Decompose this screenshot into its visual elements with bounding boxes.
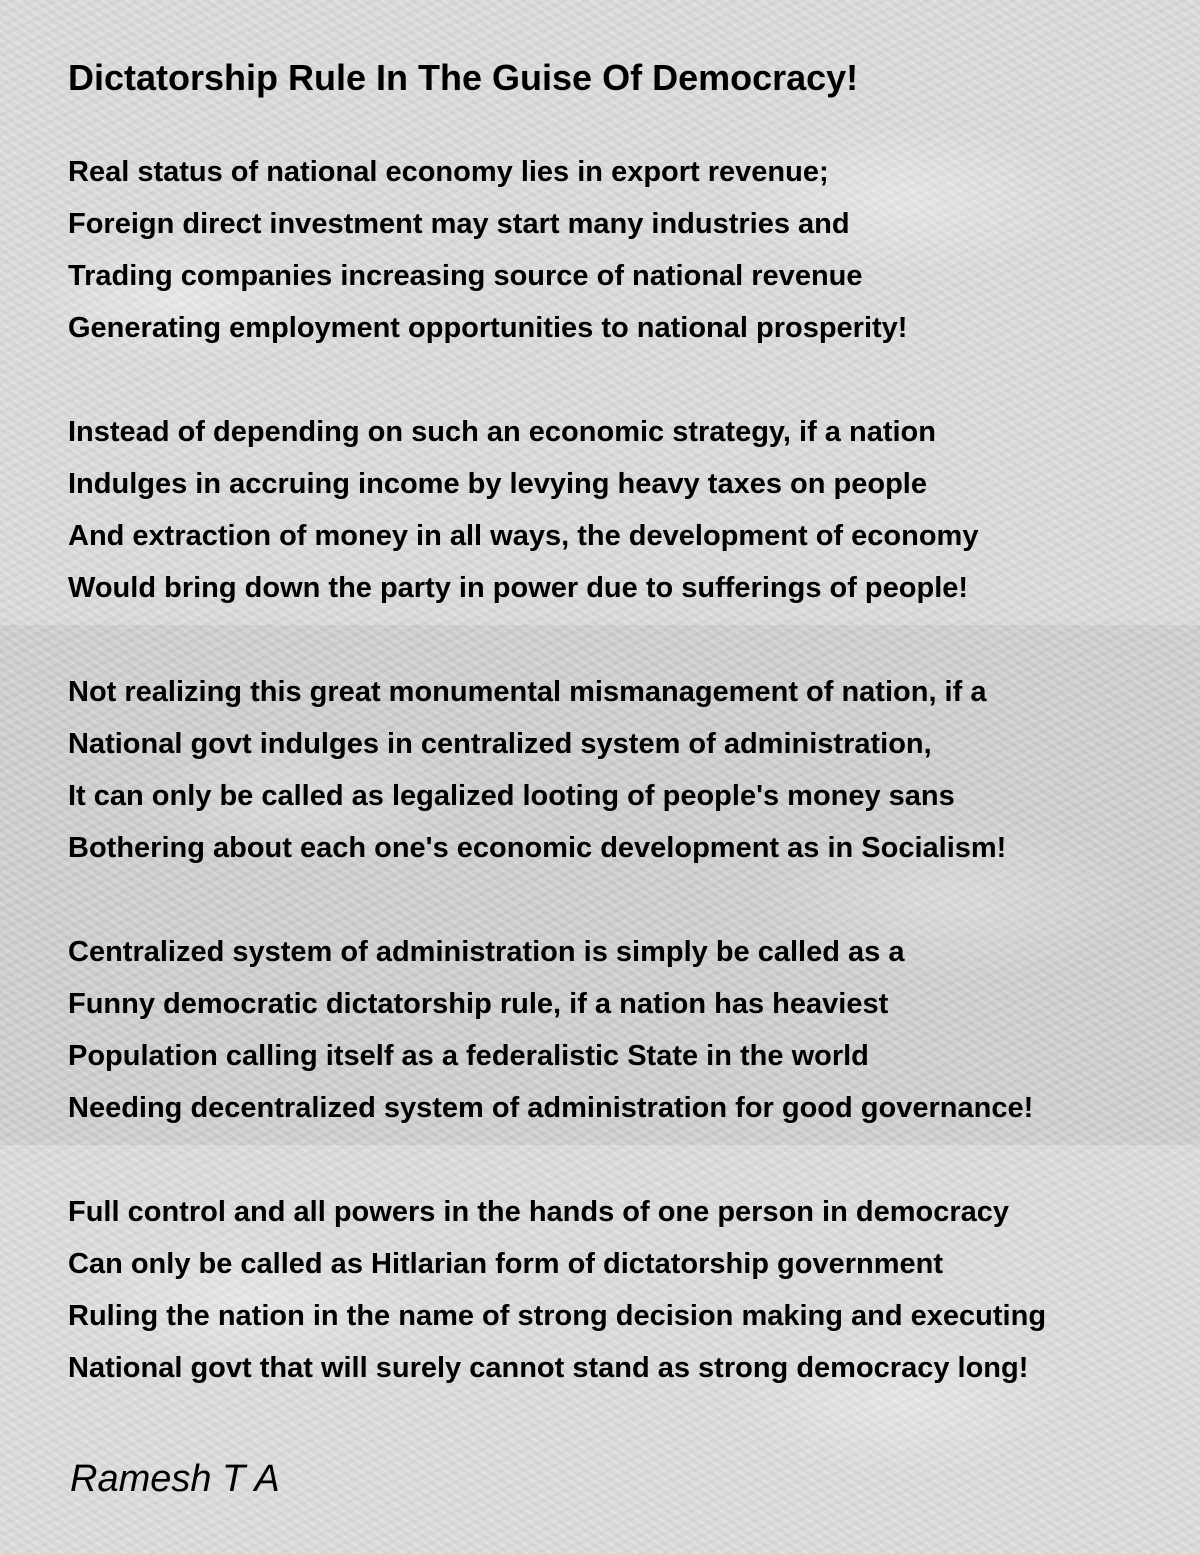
poem-title: Dictatorship Rule In The Guise Of Democracy! [68,57,859,98]
poem-line: Ruling the nation in the name of strong decision making and executing [68,1300,1047,1332]
stanza-1 [68,146,1178,354]
poem-line: Instead of depending on such an economic strategy, if a nation [68,416,936,448]
poem [68,54,1178,1394]
poem-line: It can only be called as legalized looting of people's money sans [68,780,955,812]
poem-line: National govt indulges in centralized system of administration, [68,728,932,760]
poem-line: National govt that will surely cannot stand as strong democracy long! [68,1352,1029,1384]
poem-line: Needing decentralized system of administration for good governance! [68,1092,1034,1124]
poem-line: Would bring down the party in power due to sufferings of people! [68,572,969,604]
poem-line: And extraction of money in all ways, the development of economy [68,520,979,552]
stanza-3 [68,666,1178,874]
poem-line: Population calling itself as a federalistic State in the world [68,1040,869,1072]
poem-line: Indulges in accruing income by levying heavy taxes on people [68,468,927,500]
poem-line: Generating employment opportunities to national prosperity! [68,312,908,344]
stanza-5 [68,1186,1178,1394]
poem-line: Trading companies increasing source of national revenue [68,260,863,292]
stanza-2 [68,406,1178,614]
poem-line: Bothering about each one's economic development as in Socialism! [68,832,1007,864]
poem-line: Can only be called as Hitlarian form of dictatorship government [68,1248,943,1280]
poem-line: Foreign direct investment may start many industries and [68,208,850,240]
poem-line: Real status of national economy lies in export revenue; [68,156,829,188]
poem-line: Full control and all powers in the hands of one person in democracy [68,1196,1010,1228]
poem-line: Funny democratic dictatorship rule, if a nation has heaviest [68,988,889,1020]
poem-line: Centralized system of administration is simply be called as a [68,936,905,968]
stanza-4 [68,926,1178,1134]
author-name: Ramesh T A [70,1458,280,1500]
poem-line: Not realizing this great monumental mismanagement of nation, if a [68,676,987,708]
